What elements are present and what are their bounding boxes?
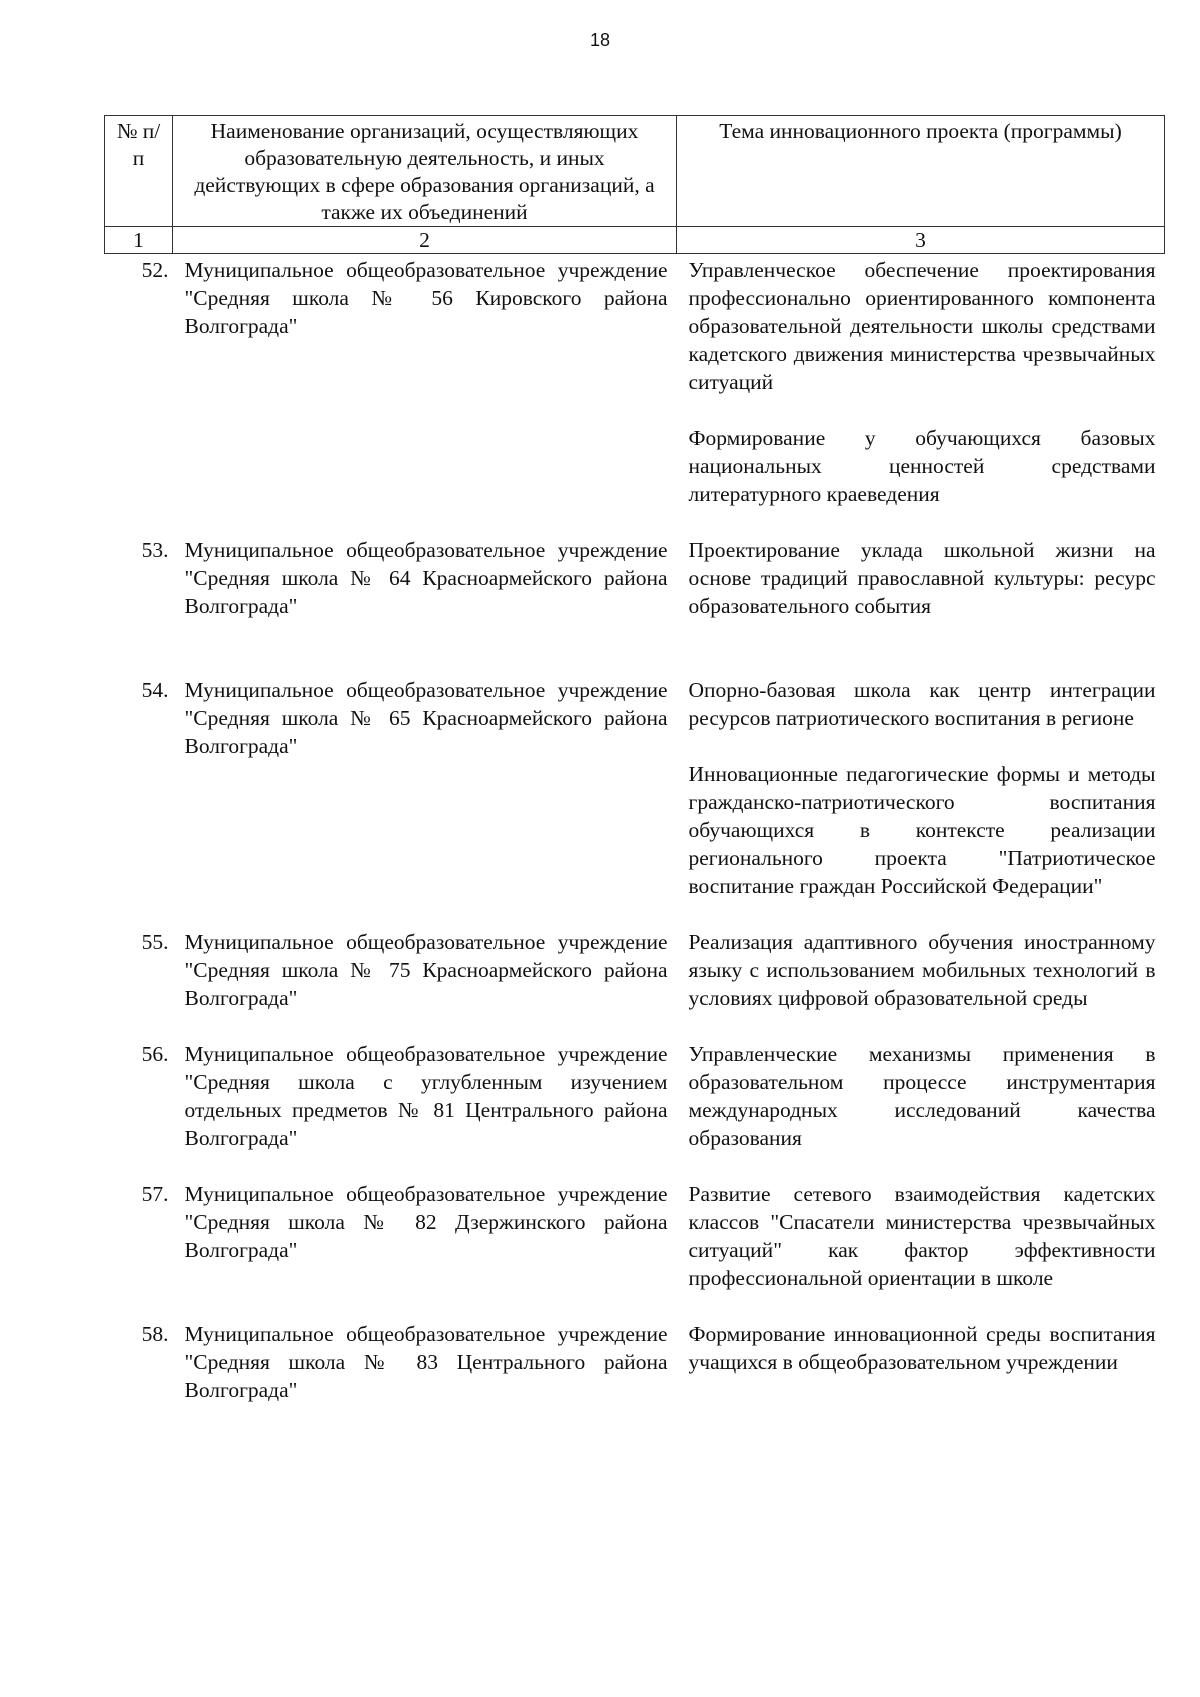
header-project-topic	[677, 116, 1165, 227]
organization-name: Муниципальное общеобразовательное учреждение "Средняя школа № 65 Красноармейского района Волгограда"	[184, 678, 668, 758]
project-topic: Опорно-базовая школа как центр интеграции ресурсов патриотического воспитания в регионе	[688, 678, 1156, 730]
table-row	[105, 1040, 1165, 1180]
table-body	[105, 254, 1165, 1433]
project-topics	[677, 1180, 1165, 1320]
organization-name: Муниципальное общеобразовательное учреждение "Средняя школа № 75 Красноармейского района Волгограда"	[184, 930, 668, 1010]
header-row	[105, 116, 1165, 227]
project-topic: Управленческие механизмы применения в образовательном процессе инструментария международных исследований качества образования	[688, 1042, 1156, 1150]
header-project-topic-label: Тема инновационного проекта (программы)	[719, 119, 1122, 143]
row-number: 53.	[141, 538, 169, 562]
organization-name: Муниципальное общеобразовательное учреждение "Средняя школа № 82 Дзержинского района Волгограда"	[184, 1182, 668, 1262]
row-number: 52.	[141, 258, 169, 282]
innovation-projects-table	[104, 115, 1165, 1432]
table-row	[105, 1180, 1165, 1320]
column-number-3: 3	[677, 227, 1165, 254]
header-number	[105, 116, 173, 227]
organization-name: Муниципальное общеобразовательное учреждение "Средняя школа с углубленным изучением отдельных предметов № 81 Центрального района Волгограда"	[184, 1042, 668, 1150]
table-header	[105, 116, 1165, 254]
project-topic: Управленческое обеспечение проектирования профессионально ориентированного компонента образовательной деятельности школы средствами кадетского движения министерства чрезвычайных ситуаций	[688, 258, 1156, 394]
table-row	[105, 928, 1165, 1040]
column-number-1: 1	[105, 227, 173, 254]
header-organization-label: Наименование организаций, осуществляющих образовательную деятельность, и иных действующих в сфере образования организаций, а также их объединений	[194, 119, 655, 224]
row-number: 56.	[141, 1042, 169, 1066]
row-number: 57.	[141, 1182, 169, 1206]
project-topics	[677, 536, 1165, 676]
header-number-label: № п/п	[116, 119, 161, 170]
table-row	[105, 676, 1165, 928]
project-topic: Проектирование уклада школьной жизни на основе традиций православной культуры: ресурс образовательного события	[688, 538, 1156, 618]
column-number-2: 2	[173, 227, 677, 254]
project-topic: Реализация адаптивного обучения иностранному языку с использованием мобильных технологий в условиях цифровой образовательной среды	[688, 930, 1156, 1010]
project-topics	[677, 254, 1165, 537]
table-row	[105, 254, 1165, 537]
project-topic: Формирование у обучающихся базовых национальных ценностей средствами литературного краеведения	[688, 426, 1156, 506]
project-topic: Развитие сетевого взаимодействия кадетских классов "Спасатели министерства чрезвычайных ситуаций" как фактор эффективности профессиональной ориентации в школе	[688, 1182, 1156, 1290]
project-topics	[677, 1320, 1165, 1432]
organization-name: Муниципальное общеобразовательное учреждение "Средняя школа № 83 Центрального района Волгограда"	[184, 1322, 668, 1402]
project-topic: Формирование инновационной среды воспитания учащихся в общеобразовательном учреждении	[688, 1322, 1156, 1374]
header-organization	[173, 116, 677, 227]
page-number: 18	[589, 30, 611, 50]
row-number: 54.	[141, 678, 169, 702]
organization-name: Муниципальное общеобразовательное учреждение "Средняя школа № 56 Кировского района Волгограда"	[184, 258, 668, 338]
table-row	[105, 536, 1165, 676]
project-topics	[677, 928, 1165, 1040]
row-number: 58.	[141, 1322, 169, 1346]
project-topics	[677, 676, 1165, 928]
organization-name: Муниципальное общеобразовательное учреждение "Средняя школа № 64 Красноармейского района Волгограда"	[184, 538, 668, 618]
project-topics	[677, 1040, 1165, 1180]
row-number: 55.	[141, 930, 169, 954]
table-row	[105, 1320, 1165, 1432]
project-topic: Инновационные педагогические формы и методы гражданско-патриотического воспитания обучающихся в контексте реализации регионального проекта "Патриотическое воспитание граждан Российской Федерации"	[688, 762, 1156, 898]
column-number-row	[105, 227, 1165, 254]
